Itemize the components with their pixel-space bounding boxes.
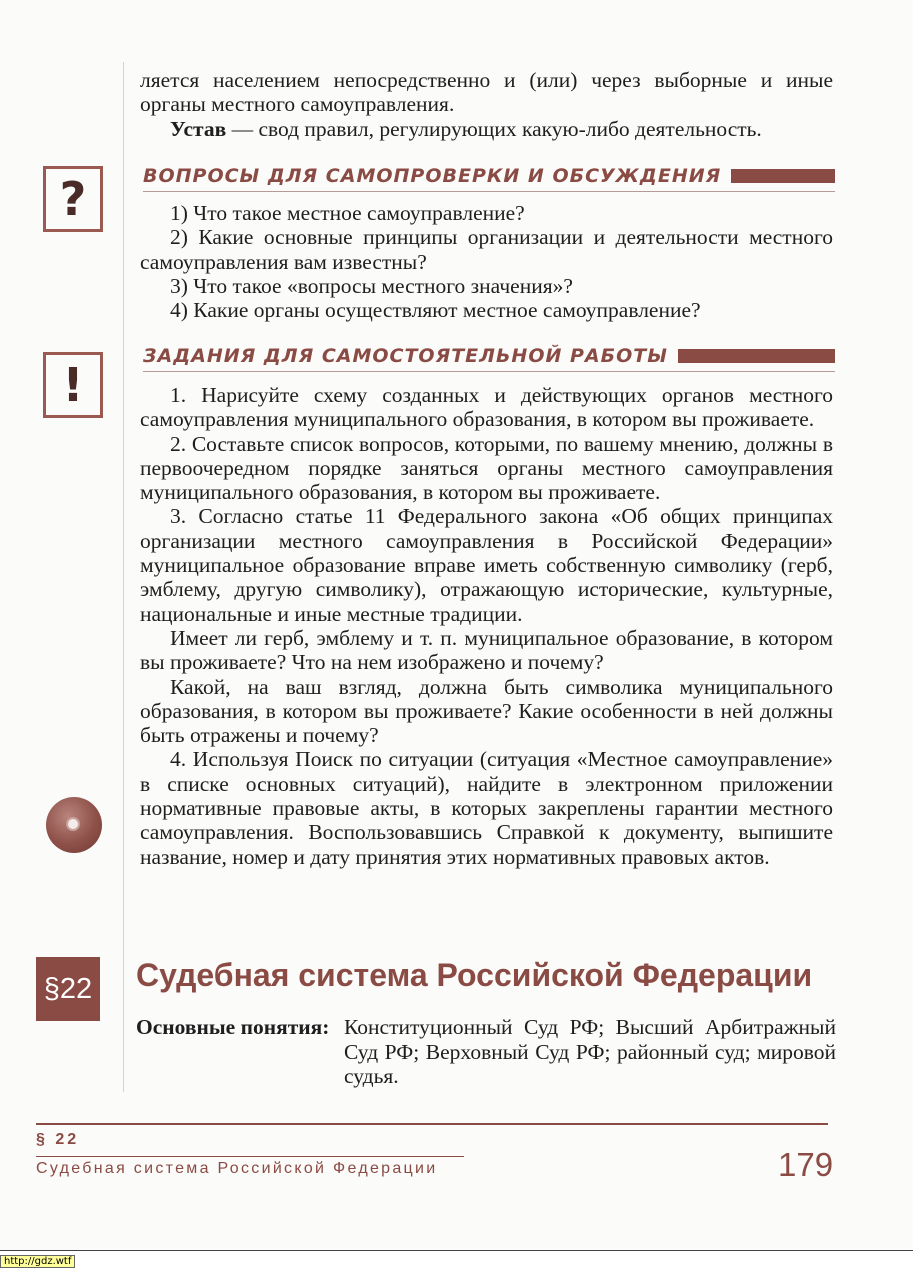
question-item: 3) Что такое «вопросы местного значения»? (170, 273, 573, 298)
title-bar (678, 349, 835, 363)
ustav-definition (140, 117, 833, 141)
question-mark-icon: ? (43, 166, 103, 232)
key-concepts (136, 1015, 836, 1089)
page-number: 179 (778, 1146, 834, 1183)
question-item: 2) Какие основные принципы организации и деятельности местного самоуправления вам известны? (140, 225, 833, 274)
title-bar (731, 169, 835, 183)
footer-rule (36, 1123, 828, 1125)
bottom-strip (0, 1250, 913, 1272)
ustav-term: Устав (170, 116, 227, 141)
chapter-title: Судебная система Российской Федерации (136, 957, 813, 993)
intro-block (140, 68, 833, 141)
ustav-text: — свод правил, регулирующих какую-либо деятельность. (226, 116, 762, 141)
question-item: 1) Что такое местное самоуправление? (170, 201, 525, 225)
task-item: Какой, на ваш взгляд, должна быть символика муниципального образования, в котором вы проживаете? Какие особенности в ней должны быть отражены и почему? (140, 674, 833, 748)
concepts-label: Основные понятия: (136, 1015, 330, 1039)
footer-section-number: § 22 (36, 1131, 80, 1148)
tasks-title: ЗАДАНИЯ ДЛЯ САМОСТОЯТЕЛЬНОЙ РАБОТЫ (143, 345, 668, 367)
section-rule (143, 191, 835, 192)
intro-text: ляется населением непосредственно и (или) через выборные и иные органы местного самоуправления. (140, 68, 833, 117)
task-item: 4. Используя Поиск по ситуации (ситуация «Местное самоуправление» в списке основных ситуаций), найдите в электронном приложении нормативные правовые акты, в которых закреплены гарантии местного самоуправления. Воспользовавшись Справкой к документу, выпишите название, номер и дату принятия этих нормативных правовых актов. (140, 747, 833, 869)
task-item: 1. Нарисуйте схему созданных и действующих органов местного самоуправления муниципального образования, в котором вы проживаете. (140, 383, 833, 432)
concepts-text: Конституционный Суд РФ; Высший Арбитражный Суд РФ; Верховный Суд РФ; районный суд; мировой судья. (344, 1015, 836, 1088)
cd-disc-hole (66, 817, 80, 831)
self-check-header (143, 164, 835, 188)
exclamation-icon: ! (43, 352, 103, 418)
footer-rule-short (36, 1156, 464, 1157)
task-item: Имеет ли герб, эмблему и т. п. муниципальное образование, в котором вы проживаете? Что на нем изображено и почему? (140, 625, 833, 675)
self-check-title: ВОПРОСЫ ДЛЯ САМОПРОВЕРКИ И ОБСУЖДЕНИЯ (143, 165, 722, 187)
footer-chapter-title: Судебная система Российской Федерации (36, 1160, 438, 1177)
task-item: 2. Составьте список вопросов, которыми, по вашему мнению, должны в первоочередном порядке заняться органы местного самоуправления муниципального образования, в котором вы проживаете. (140, 431, 833, 505)
questions-list (140, 201, 833, 322)
question-item: 4) Какие органы осуществляют местное самоуправление? (170, 298, 701, 323)
paragraph-badge: §22 (36, 957, 100, 1021)
margin-rule (123, 62, 124, 1092)
section-rule (143, 371, 835, 372)
task-item: 3. Согласно статье 11 Федерального закона «Об общих принципах организации местного самоуправления в Российской Федерации» муниципальное образование вправе иметь собственную символику (герб, эмблему, другую символику), отражающую исторические, культурные, национальные и иные местные традиции. (140, 504, 833, 626)
tasks-header (143, 344, 835, 368)
watermark-link[interactable]: http://gdz.wtf (0, 1255, 75, 1268)
tasks-list (140, 383, 833, 869)
